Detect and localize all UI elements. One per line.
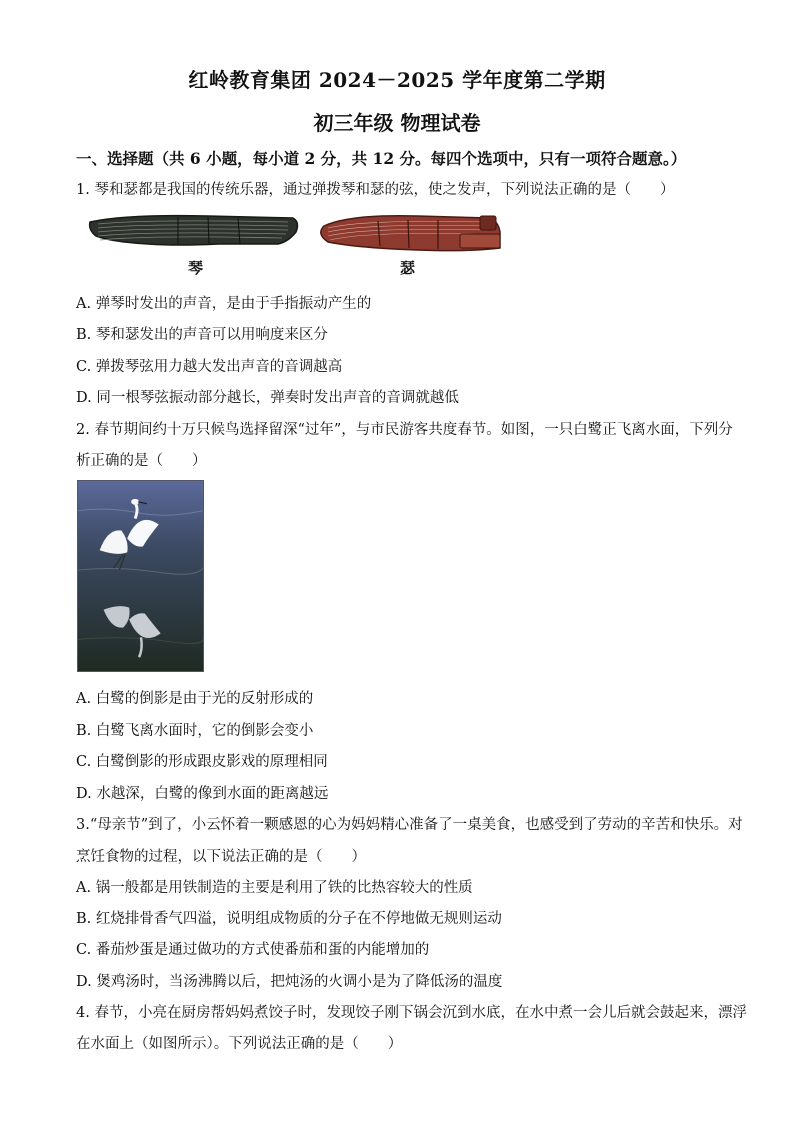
question-4-stem-line2: 在水面上（如图所示）。下列说法正确的是（ ）	[76, 1036, 403, 1052]
qin-se-figure	[88, 210, 508, 280]
question-3-stem-line2: 烹饪食物的过程，以下说法正确的是（ ）	[76, 849, 366, 865]
question-1-option-d: D. 同一根琴弦振动部分越长，弹奏时发出声音的音调就越低	[76, 390, 459, 406]
egret-photo	[77, 480, 204, 672]
question-2-option-a: A. 白鹭的倒影是由于光的反射形成的	[76, 691, 314, 707]
question-3-option-d: D. 煲鸡汤时，当汤沸腾以后，把炖汤的火调小是为了降低汤的温度	[76, 974, 503, 990]
se-illustration	[321, 216, 500, 251]
exam-title: 红岭教育集团 2024－2025 学年度第二学期	[188, 68, 606, 92]
section-heading: 一、选择题（共 6 小题，每小道 2 分，共 12 分。每四个选项中，只有一项符合题意。）	[76, 149, 687, 168]
question-2-stem-line1: 2. 春节期间约十万只候鸟选择留深“过年”，与市民游客共度春节。如图，一只白鹭正飞离水面，下列分	[76, 422, 733, 438]
question-3-option-b: B. 红烧排骨香气四溢，说明组成物质的分子在不停地做无规则运动	[76, 911, 502, 927]
question-3-stem-line1: 3.“母亲节”到了，小云怀着一颗感恩的心为妈妈精心准备了一桌美食，也感受到了劳动的辛苦和快乐。对	[76, 817, 743, 833]
question-3-option-a: A. 锅一般都是用铁制造的主要是利用了铁的比热容较大的性质	[76, 880, 473, 896]
question-2-option-c: C. 白鹭倒影的形成跟皮影戏的原理相同	[76, 754, 328, 770]
question-4-stem-line1: 4. 春节，小亮在厨房帮妈妈煮饺子时，发现饺子刚下锅会沉到水底，在水中煮一会儿后就会鼓起来，漂浮	[76, 1005, 747, 1021]
qin-caption: 琴	[188, 259, 204, 277]
se-caption: 瑟	[400, 259, 416, 277]
question-2-stem-line2: 析正确的是（ ）	[76, 453, 207, 469]
qin-illustration	[90, 216, 298, 245]
question-1-option-c: C. 弹拨琴弦用力越大发出声音的音调越高	[76, 359, 343, 375]
question-1-stem: 1. 琴和瑟都是我国的传统乐器，通过弹拨琴和瑟的弦，使之发声，下列说法正确的是（ ）	[76, 182, 675, 198]
question-3-option-c: C. 番茄炒蛋是通过做功的方式使番茄和蛋的内能增加的	[76, 942, 430, 958]
exam-subtitle: 初三年级 物理试卷	[313, 111, 481, 135]
question-1-option-a: A. 弹琴时发出的声音，是由于手指振动产生的	[76, 296, 372, 312]
question-1-option-b: B. 琴和瑟发出的声音可以用响度来区分	[76, 327, 328, 343]
question-2-option-b: B. 白鹭飞离水面时，它的倒影会变小	[76, 723, 314, 739]
question-2-option-d: D. 水越深，白鹭的像到水面的距离越远	[76, 786, 329, 802]
